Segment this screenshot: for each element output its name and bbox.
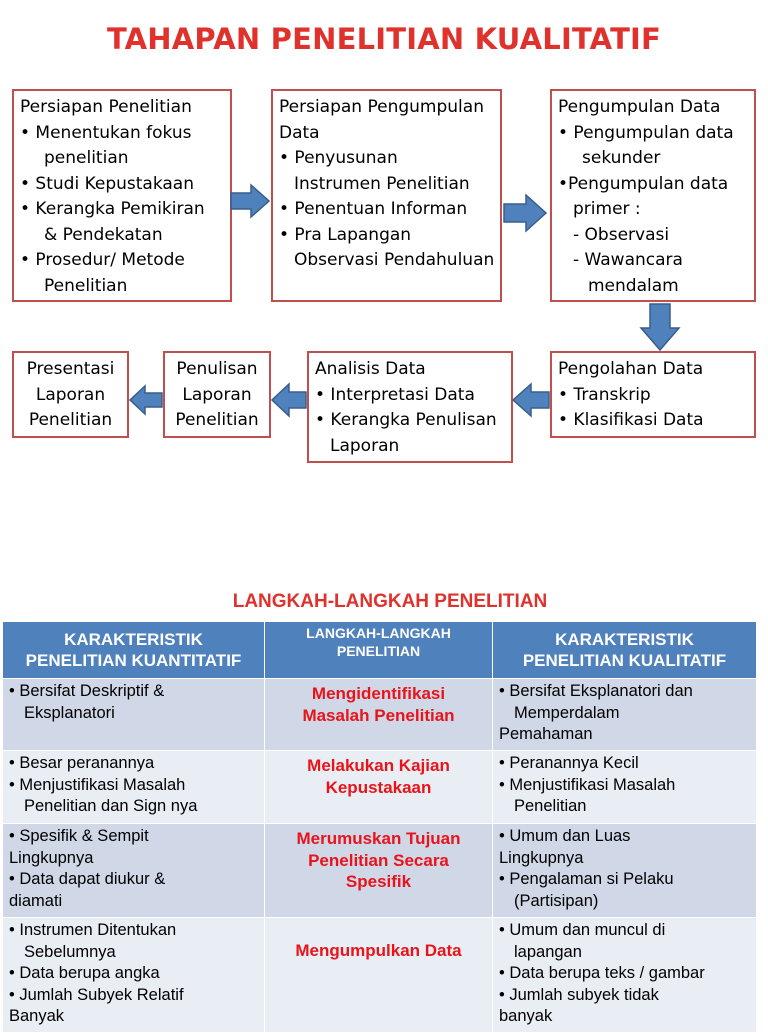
cell-kuantitatif: • Instrumen Ditentukan Sebelumnya • Data berupa angka • Jumlah Subyek Relatif Banyak <box>3 918 265 1033</box>
bullet-item: • Transkrip <box>558 384 651 405</box>
box-presentasi-laporan <box>12 351 129 438</box>
steps-table <box>2 621 757 1033</box>
dash-continuation: mendalam <box>588 275 679 296</box>
cell-langkah: Merumuskan Tujuan Penelitian Secara Spesifik <box>265 824 493 918</box>
dash-item: - Observasi <box>573 224 670 245</box>
box-heading-continuation: Data <box>279 122 320 143</box>
table-row <box>3 751 757 824</box>
bullet-item: • Prosedur/ Metode <box>20 250 185 270</box>
bullet-continuation: primer : <box>573 199 641 219</box>
cell-kualitatif: • Umum dan muncul di lapangan • Data berupa teks / gambar • Jumlah subyek tidak banyak <box>493 918 757 1033</box>
cell-kualitatif: • Peranannya Kecil • Menjustifikasi Masalah Penelitian <box>493 751 757 824</box>
bullet-item: •Pengumpulan data <box>558 173 729 194</box>
cell-langkah: Mengumpulkan Data <box>265 918 493 1033</box>
header-kualitatif: KARAKTERISTIK PENELITIAN KUALITATIF <box>493 622 757 679</box>
box-line: Penelitian <box>28 410 113 430</box>
bullet-continuation: Penelitian <box>44 275 128 296</box>
box-line: Penelitian <box>175 410 259 430</box>
box-heading: Analisis Data <box>315 359 426 379</box>
cell-kualitatif: • Umum dan Luas Lingkupnya • Pengalaman si Pelaku (Partisipan) <box>493 824 757 918</box>
bullet-item: • Pra Lapangan <box>279 224 412 245</box>
box-analisis-data <box>307 351 513 463</box>
cell-kuantitatif: • Spesifik & Sempit Lingkupnya • Data dapat diukur & diamati <box>3 824 265 918</box>
box-line: Laporan <box>182 384 252 405</box>
page-title: TAHAPAN PENELITIAN KUALITATIF <box>106 22 662 56</box>
bullet-item: • Klasifikasi Data <box>558 410 704 430</box>
bullet-item: • Kerangka Pemikiran <box>20 199 205 219</box>
bullet-item: • Pengumpulan data <box>558 122 734 143</box>
box-persiapan-penelitian <box>12 89 232 302</box>
table-title: LANGKAH-LANGKAH PENELITIAN <box>232 591 548 612</box>
bullet-continuation: Observasi Pendahuluan <box>294 250 495 270</box>
bullet-item: • Interpretasi Data <box>315 384 475 405</box>
bullet-continuation: sekunder <box>582 148 661 168</box>
box-persiapan-pengumpulan <box>271 89 502 302</box>
box-heading: Pengolahan Data <box>558 359 704 379</box>
arrow-down-icon <box>639 302 681 352</box>
table-header-row <box>3 622 757 679</box>
cell-kualitatif: • Bersifat Eksplanatori dan Memperdalam Pemahaman <box>493 679 757 751</box>
dash-item: - Wawancara <box>573 250 683 270</box>
box-pengumpulan-data <box>550 89 756 302</box>
box-line: Penulisan <box>176 359 258 379</box>
table-row <box>3 679 757 751</box>
box-heading: Pengumpulan Data <box>558 97 721 117</box>
bullet-continuation: Instrumen Penelitian <box>294 173 470 194</box>
box-line: Laporan <box>35 384 106 405</box>
bullet-item: • Penyusunan <box>279 148 398 168</box>
bullet-item: • Studi Kepustakaan <box>20 173 195 194</box>
bullet-continuation: penelitian <box>44 148 129 168</box>
table-row <box>3 824 757 918</box>
arrow-left-icon <box>270 382 308 418</box>
arrow-left-icon <box>128 384 164 416</box>
bullet-item: • Menentukan fokus <box>20 122 192 143</box>
cell-kuantitatif: • Besar peranannya • Menjustifikasi Masalah Penelitian dan Sign nya <box>3 751 265 824</box>
arrow-left-icon <box>511 382 551 418</box>
box-pengolahan-data <box>550 351 756 438</box>
cell-kuantitatif: • Bersifat Deskriptif & Eksplanatori <box>3 679 265 751</box>
box-penulisan-laporan <box>163 351 271 438</box>
arrow-right-icon <box>229 183 271 219</box>
table-row <box>3 918 757 1033</box>
box-heading: Persiapan Pengumpulan <box>279 97 484 117</box>
arrow-right-icon <box>502 193 548 233</box>
box-heading: Persiapan Penelitian <box>20 97 192 117</box>
header-langkah: LANGKAH-LANGKAH PENELITIAN <box>265 622 493 679</box>
box-line: Presentasi <box>26 359 115 379</box>
bullet-item: • Kerangka Penulisan <box>315 410 497 430</box>
bullet-continuation: & Pendekatan <box>44 224 163 245</box>
bullet-continuation: Laporan <box>330 435 400 456</box>
cell-langkah: Mengidentifikasi Masalah Penelitian <box>265 679 493 751</box>
bullet-item: • Penentuan Informan <box>279 199 468 219</box>
cell-langkah: Melakukan Kajian Kepustakaan <box>265 751 493 824</box>
header-kuantitatif: KARAKTERISTIK PENELITIAN KUANTITATIF <box>3 622 265 679</box>
